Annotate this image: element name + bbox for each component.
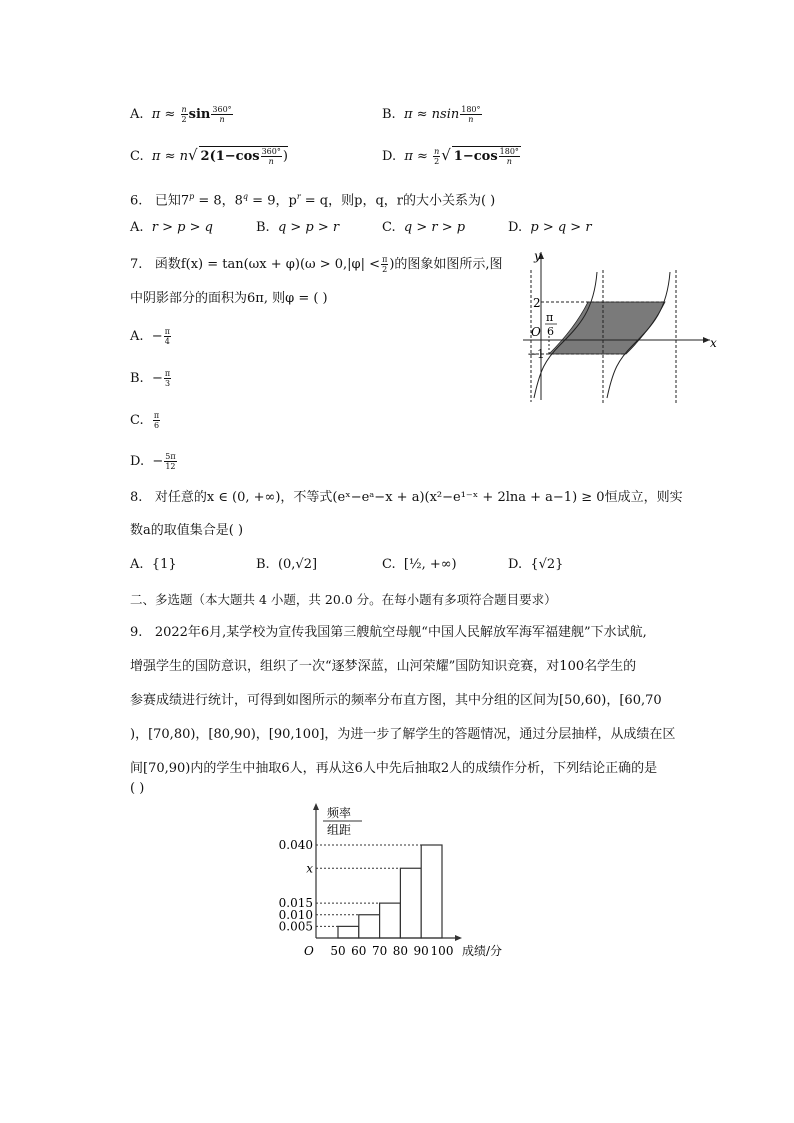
- histogram-bar-[70,80): [380, 903, 401, 938]
- function-name: sin: [440, 107, 460, 122]
- sqrt-icon: √: [441, 146, 451, 164]
- question-number: 6.: [130, 193, 143, 209]
- hist-x-tick-label: 50: [330, 944, 346, 958]
- numerator: π: [153, 411, 160, 420]
- denominator: 4: [164, 337, 170, 346]
- histogram-bar-[80,90): [400, 868, 421, 938]
- tick-6: 6: [547, 325, 554, 338]
- q8-stem-line2: 数a的取值集合是( ): [130, 523, 244, 538]
- hist-x-arrow-icon: [455, 935, 462, 941]
- histogram-bar-[60,70): [359, 915, 380, 938]
- hist-x-tick-label: 100: [430, 944, 454, 958]
- stem-text: )的图象如图所示,图: [389, 257, 503, 272]
- option-text: q > r > p: [403, 220, 466, 235]
- option-text: r > p > q: [151, 220, 213, 235]
- radicand-text: 2(1−cos: [200, 149, 260, 164]
- hist-y-arrow-icon: [313, 803, 319, 810]
- denominator: n: [219, 115, 225, 124]
- option-label: A.: [130, 557, 144, 572]
- q9-line-3: 参赛成绩进行统计，可得到如图所示的频率分布直方图，其中分组的区间为[50,60)，[60,70: [130, 693, 662, 708]
- question-number: 9.: [130, 625, 143, 640]
- option-label: B.: [130, 371, 144, 386]
- formula-lhs: π ≈ n: [151, 149, 188, 164]
- stem-text: = 9，p: [248, 193, 297, 209]
- denominator: 2: [181, 115, 187, 124]
- option-text: {√2}: [530, 557, 564, 572]
- tick-2: 2: [533, 296, 541, 310]
- option-label: D.: [130, 454, 145, 469]
- option-label: B.: [382, 107, 396, 122]
- stem-text: = q，则p，q，r的大小关系为( ): [300, 193, 496, 209]
- hist-y-tick-label: 0.005: [278, 919, 313, 934]
- exponent: r: [296, 192, 301, 201]
- question-number: 8.: [130, 490, 143, 505]
- question-number: 7.: [130, 257, 143, 272]
- sqrt-icon: √: [187, 146, 198, 164]
- q9-line-4: )，[70,80)，[80,90)，[90,100]，为进一步了解学生的答题情况，通过分层抽样，从成绩在区: [130, 727, 676, 742]
- option-text: p > q > r: [530, 220, 592, 235]
- function-name: sin: [188, 107, 211, 122]
- section-heading: 二、多选题（本大题共 4 小题，共 20.0 分。在每小题有多项符合题目要求）: [130, 592, 557, 607]
- hist-ylabel-top: 频率: [327, 806, 352, 820]
- formula-lhs: π ≈: [404, 149, 428, 164]
- denominator: 2: [434, 157, 440, 166]
- option-text: (0,√2]: [277, 557, 318, 572]
- hist-ylabel-bottom: 组距: [327, 823, 352, 837]
- option-label: D.: [382, 149, 397, 164]
- option-text: q > p > r: [277, 220, 340, 235]
- hist-xlabel: 成绩/分: [462, 944, 503, 958]
- exponent: q: [242, 192, 249, 201]
- numerator: π: [164, 327, 170, 336]
- option-label: B.: [256, 220, 270, 235]
- option-label: D.: [508, 557, 523, 572]
- option-label: A.: [130, 107, 144, 122]
- option-label: D.: [508, 220, 523, 235]
- numerator: π: [382, 255, 388, 264]
- denominator: 6: [153, 421, 160, 430]
- hist-y-tick-label: 0.015: [278, 896, 313, 911]
- hist-x-tick-label: 90: [413, 944, 429, 958]
- hist-x-tick-label: 60: [351, 944, 367, 958]
- numerator: 360°: [212, 105, 232, 114]
- option-label: C.: [130, 149, 144, 164]
- option-text: {1}: [151, 557, 177, 572]
- stem-text: = 8，8: [194, 193, 243, 209]
- option-label: A.: [130, 329, 144, 344]
- denominator: n: [268, 157, 274, 166]
- exponent: p: [189, 192, 195, 201]
- hist-x-tick-label: 70: [371, 944, 388, 958]
- hist-origin: O: [304, 944, 314, 958]
- hist-y-tick-label: x: [306, 861, 313, 876]
- denominator: 3: [164, 379, 171, 388]
- option-label: B.: [256, 557, 270, 572]
- tick-neg1: −1: [527, 347, 545, 361]
- stem-text: 对任意的x ∈ (0, +∞)，不等式(eˣ−eᵃ−x + a)(x²−e¹⁻ˣ + 2lna + a−1) ≥ 0恒成立，则实: [154, 490, 683, 505]
- denominator: n: [506, 157, 512, 166]
- stem-text: 2022年6月,某学校为宣传我国第三艘航空母舰“中国人民解放军海军福建舰”下水试航,: [154, 625, 647, 640]
- formula-lhs: π ≈ n: [403, 107, 441, 122]
- stem-text: 函数f(x) = tan(ωx + φ)(ω > 0,|φ| <: [154, 257, 381, 272]
- sign: −: [151, 371, 163, 386]
- q9-line-6: ( ): [130, 781, 145, 796]
- option-label: C.: [130, 413, 144, 428]
- q9-line-2: 增强学生的国防意识，组织了一次“逐梦深蓝，山河荣耀”国防知识竞赛，对100名学生的: [130, 659, 637, 674]
- option-label: A.: [130, 220, 144, 235]
- tick-pi: π: [546, 311, 554, 324]
- radicand-text: 1−cos: [453, 149, 498, 164]
- option-label: C.: [382, 557, 396, 572]
- x-axis-label: x: [710, 336, 717, 350]
- numerator: π: [164, 369, 171, 378]
- hist-y-tick-label: 0.040: [278, 838, 313, 852]
- stem-text: 已知7: [154, 193, 190, 209]
- numerator: n: [181, 105, 187, 114]
- hist-y-tick-label: 0.010: [278, 907, 313, 922]
- origin-label: O: [531, 325, 541, 339]
- hist-x-tick-label: 80: [392, 944, 409, 958]
- paren: ): [282, 149, 288, 164]
- sign: −: [151, 329, 163, 344]
- histogram-bar-[90,100]: [421, 845, 442, 938]
- numerator: 180°: [499, 147, 519, 156]
- q9-line-5: 间[70,90)内的学生中抽取6人，再从这6人中先后抽取2人的成绩作分析，下列结论正确的是: [130, 761, 658, 776]
- sign: −: [152, 454, 164, 469]
- q7-stem-line2: 中阴影部分的面积为6π, 则φ = ( ): [130, 291, 328, 306]
- numerator: n: [434, 147, 440, 156]
- denominator: 2: [382, 265, 388, 274]
- option-label: C.: [382, 220, 396, 235]
- numerator: 180°: [461, 105, 481, 114]
- numerator: 360°: [261, 147, 281, 156]
- y-axis-label: y: [534, 249, 541, 263]
- denominator: n: [468, 115, 474, 124]
- formula-lhs: π ≈: [151, 107, 176, 122]
- denominator: 12: [165, 462, 176, 471]
- histogram-bar-[50,60): [338, 926, 359, 938]
- numerator: 5π: [165, 452, 176, 461]
- option-text: [½, +∞): [403, 557, 457, 572]
